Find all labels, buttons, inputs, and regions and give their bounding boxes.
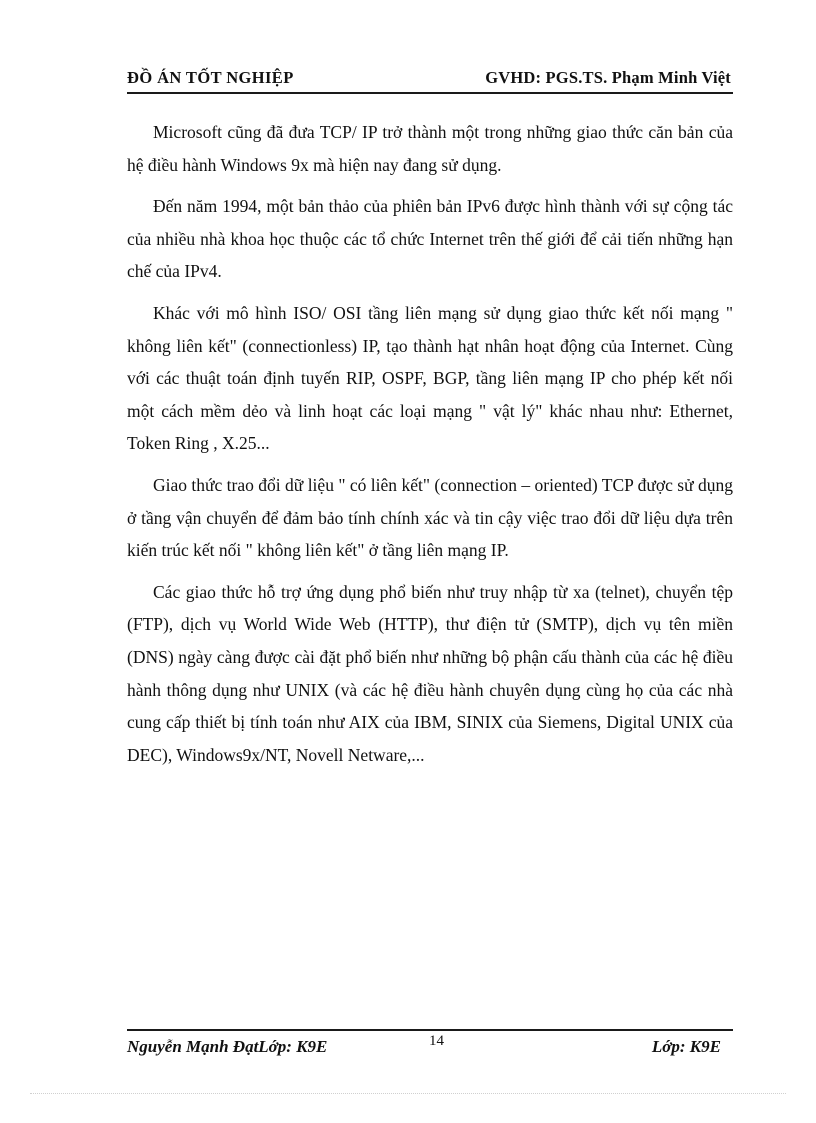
paragraph-1: Microsoft cũng đã đưa TCP/ IP trở thành một trong những giao thức căn bản của hệ điều hành Windows 9x mà hiện nay đang sử dụng. <box>127 122 733 175</box>
paragraph-3: Khác với mô hình ISO/ OSI tầng liên mạng sử dụng giao thức kết nối mạng " không liên kết" (connectionless) IP, tạo thành hạt nhân hoạt động của Internet. Cùng với các thuật toán định tuyến RIP, OSPF, BGP, tầng liên mạng IP cho phép kết nối một cách mềm dẻo và linh hoạt các loại mạng " vật lý" khác nhau như: Ethernet, Token Ring , X.25... <box>127 302 733 454</box>
page-footer <box>127 1029 733 1061</box>
header-thesis-title: ĐỒ ÁN TỐT NGHIỆP <box>127 68 294 87</box>
paragraph-5: Các giao thức hỗ trợ ứng dụng phổ biến như truy nhập từ xa (telnet), chuyển tệp (FTP), dịch vụ World Wide Web (HTTP), thư điện tử (SMTP), dịch vụ tên miền (DNS) ngày càng được cài đặt phổ biến như những bộ phận cấu thành của các hệ điều hành thông dụng như UNIX (và các hệ điều hành chuyên dụng cùng họ của các nhà cung cấp thiết bị tính toán như AIX của IBM, SINIX của Siemens, Digital UNIX của DEC), Windows9x/NT, Novell Netware,... <box>127 581 733 765</box>
page-header <box>127 66 733 94</box>
paragraph-2: Đến năm 1994, một bản thảo của phiên bản IPv6 được hình thành với sự cộng tác của nhiều nhà khoa học thuộc các tổ chức Internet trên thế giới để cải tiến những hạn chế của IPv4. <box>127 196 733 282</box>
footer-author: Nguyễn Mạnh ĐạtLớp: K9E <box>127 1037 328 1056</box>
page-body <box>127 116 733 780</box>
paragraph-4: Giao thức trao đổi dữ liệu " có liên kết" (connection – oriented) TCP được sử dụng ở tầng vận chuyển để đảm bảo tính chính xác và tin cậy việc trao đổi dữ liệu dựa trên kiến trúc kết nối " không liên kết" ở tầng liên mạng IP. <box>127 474 733 561</box>
header-supervisor: GVHD: PGS.TS. Phạm Minh Việt <box>485 68 731 87</box>
footer-class: Lớp: K9E <box>651 1037 721 1056</box>
page-bottom-divider <box>30 1093 786 1094</box>
page-number: 14 <box>429 1033 444 1049</box>
